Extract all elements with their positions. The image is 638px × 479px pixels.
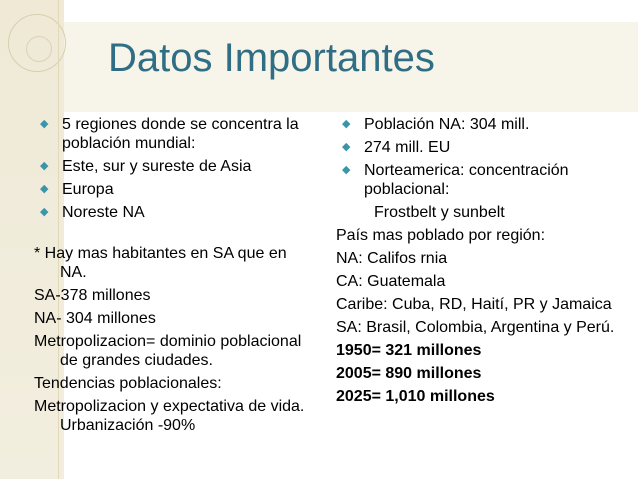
diamond-bullet-icon: ◆ [40, 183, 49, 195]
text-line: Metropolizacion= dominio poblacional de grandes ciudades. [34, 333, 302, 369]
diamond-bullet-icon: ◆ [342, 118, 351, 130]
text-line: SA-378 millones [34, 287, 151, 304]
bullet-item: ◆ 5 regiones donde se concentra la población mundial: [40, 116, 299, 152]
diamond-bullet-icon: ◆ [40, 160, 49, 172]
text-line: SA: Brasil, Colombia, Argentina y Perú. [336, 319, 615, 336]
diamond-bullet-icon: ◆ [40, 206, 49, 218]
text-line: Caribe: Cuba, RD, Haití, PR y Jamaica [336, 296, 612, 313]
right-column [336, 115, 626, 410]
bullet-item: ◆ Norteamerica: concentración poblacional: [342, 162, 569, 198]
bullet-item: ◆ Noreste NA [40, 204, 145, 221]
slide-title: Datos Importantes [108, 36, 435, 80]
diamond-bullet-icon: ◆ [40, 118, 49, 130]
text-line: NA: Califos rnia [336, 250, 448, 267]
text-line: * Hay mas habitantes en SA que en NA. [34, 245, 287, 281]
bullet-item: ◆ Población NA: 304 mill. [342, 116, 530, 133]
bullet-item: ◆ Europa [40, 181, 114, 198]
text-line: NA- 304 millones [34, 310, 156, 327]
bold-line: 1950= 321 millones [336, 342, 482, 359]
diamond-bullet-icon: ◆ [342, 164, 351, 176]
diamond-bullet-icon: ◆ [342, 141, 351, 153]
text-line: CA: Guatemala [336, 273, 446, 290]
bold-line: 2005= 890 millones [336, 365, 482, 382]
decorative-circle-small [26, 36, 52, 62]
left-column [34, 115, 314, 439]
bullet-item: ◆ 274 mill. EU [342, 139, 451, 156]
text-line: Tendencias poblacionales: [34, 375, 222, 392]
indented-line: Frostbelt y sunbelt [374, 204, 505, 221]
bold-line: 2025= 1,010 millones [336, 388, 495, 405]
bullet-item: ◆ Este, sur y sureste de Asia [40, 158, 252, 175]
text-line: País mas poblado por región: [336, 227, 546, 244]
text-line: Metropolizacion y expectativa de vida. Urbanización -90% [34, 398, 305, 434]
